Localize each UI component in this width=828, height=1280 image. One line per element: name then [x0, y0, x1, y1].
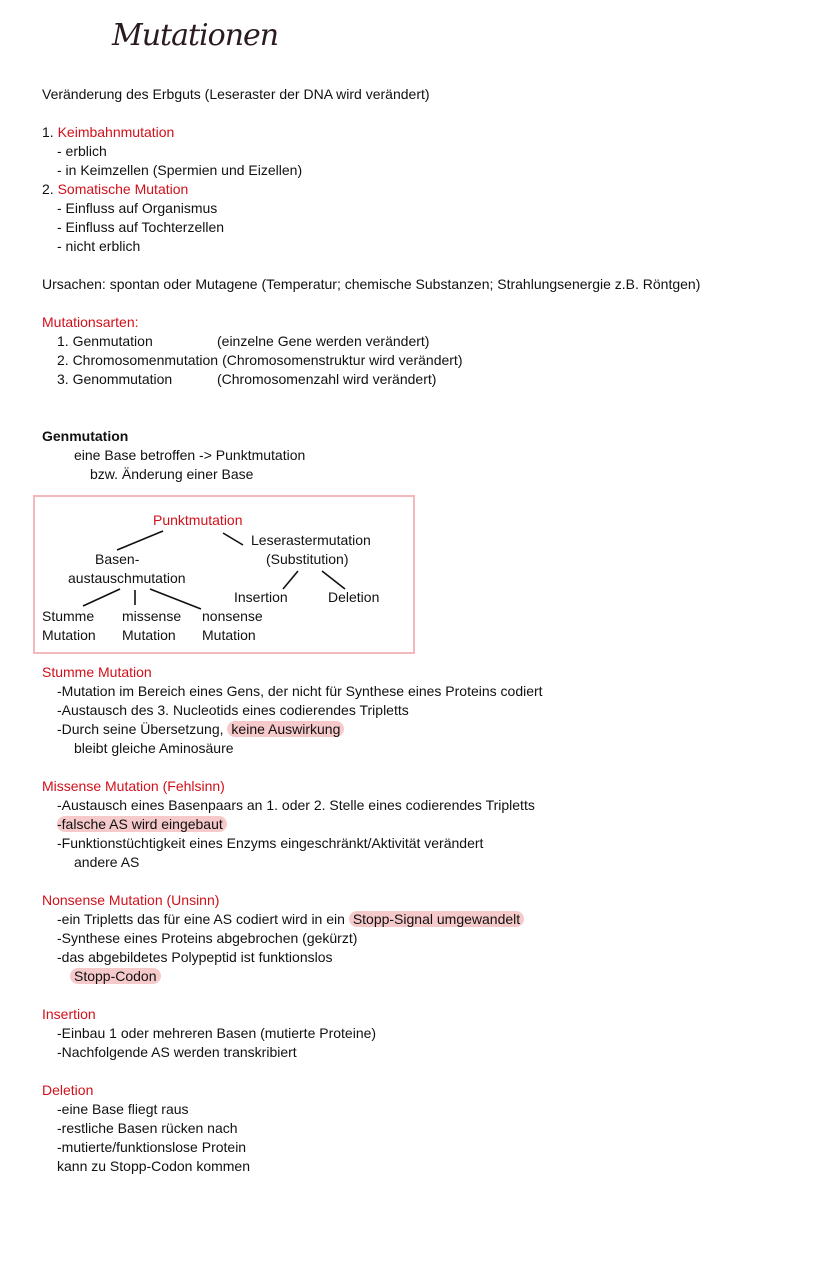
kind-item — [42, 351, 802, 370]
diagram-node: Deletion — [328, 589, 380, 605]
section-line: -Mutation im Bereich eines Gens, der nicht für Synthese eines Proteins codiert — [57, 683, 543, 699]
diagram-node: austauschmutation — [68, 570, 186, 586]
section-line — [42, 815, 802, 834]
line-text: -ein Tripletts das für eine AS codiert wird in ein — [57, 911, 349, 927]
section-line: -Funktionstüchtigkeit eines Enzyms eingeschränkt/Aktivität verändert — [57, 835, 484, 851]
bullet: - nicht erblich — [57, 238, 141, 254]
intro-text: Veränderung des Erbguts (Leseraster der DNA wird verändert) — [42, 86, 430, 102]
diagram-node: Basen- — [95, 551, 140, 567]
genmutation-line: bzw. Änderung einer Base — [90, 466, 254, 482]
causes-text: Ursachen: spontan oder Mutagene (Temperatur; chemische Substanzen; Strahlungsenergie z.B. Röntgen) — [42, 276, 701, 292]
kind-desc: (Chromosomenzahl wird verändert) — [217, 371, 437, 387]
page-title: Mutationen — [112, 18, 279, 53]
section-heading: Missense Mutation (Fehlsinn) — [42, 778, 225, 794]
section-line: -eine Base fliegt raus — [57, 1101, 189, 1117]
highlight: keine Auswirkung — [227, 721, 344, 737]
section-line: -Austausch eines Basenpaars an 1. oder 2. Stelle eines codierendes Tripletts — [57, 797, 535, 813]
section-line: -das abgebildetes Polypeptid ist funktionslos — [57, 949, 333, 965]
section-line: kann zu Stopp-Codon kommen — [57, 1158, 250, 1174]
diagram-node: Leserastermutation — [251, 532, 371, 548]
diagram-node: (Substitution) — [266, 551, 349, 567]
diagram-node: Stumme — [42, 608, 95, 624]
diagram-root: Punktmutation — [153, 512, 243, 528]
connector-line — [150, 589, 201, 609]
section-line: -mutierte/funktionslose Protein — [57, 1139, 247, 1155]
connector-line — [283, 571, 298, 589]
kinds-heading: Mutationsarten: — [42, 314, 139, 330]
diagram-node: Insertion — [234, 589, 288, 605]
connector-line — [117, 531, 163, 550]
section-heading: Insertion — [42, 1006, 96, 1022]
section-line: -Einbau 1 oder mehreren Basen (mutierte Proteine) — [57, 1025, 377, 1041]
bullet: - Einfluss auf Tochterzellen — [57, 219, 225, 235]
bullet: - in Keimzellen (Spermien und Eizellen) — [57, 162, 303, 178]
kind-desc: (Chromosomenstruktur wird verändert) — [222, 352, 463, 368]
section-line: -restliche Basen rücken nach — [57, 1120, 238, 1136]
section-line: bleibt gleiche Aminosäure — [74, 740, 234, 756]
kind-name: 1. Genmutation — [57, 333, 153, 349]
notes-body — [42, 85, 802, 1176]
kind-desc: (einzelne Gene werden verändert) — [217, 333, 430, 349]
genmutation-line: eine Base betroffen -> Punktmutation — [74, 447, 306, 463]
connector-line — [322, 571, 345, 589]
bullet: - Einfluss auf Organismus — [57, 200, 218, 216]
connector-line — [83, 589, 120, 606]
type-2 — [42, 180, 802, 199]
highlight: Stopp-Signal umgewandelt — [349, 911, 524, 927]
type-name: Keimbahnmutation — [57, 124, 175, 140]
type-number: 1. — [42, 124, 58, 140]
diagram-node: Mutation — [42, 627, 96, 643]
punktmutation-diagram — [33, 495, 415, 654]
section-line: -Synthese eines Proteins abgebrochen (gekürzt) — [57, 930, 358, 946]
section-heading: Deletion — [42, 1082, 94, 1098]
highlight: -falsche AS wird eingebaut — [57, 816, 227, 832]
section-heading: Stumme Mutation — [42, 664, 152, 680]
section-line — [42, 967, 802, 986]
kind-item — [42, 332, 802, 351]
kind-name: 3. Genommutation — [57, 371, 173, 387]
highlight: Stopp-Codon — [70, 968, 161, 984]
diagram-node: Mutation — [122, 627, 176, 643]
genmutation-heading: Genmutation — [42, 428, 129, 444]
diagram-node: missense — [122, 608, 182, 624]
connector-line — [223, 533, 243, 545]
section-line — [42, 720, 802, 739]
type-name: Somatische Mutation — [57, 181, 189, 197]
bullet: - erblich — [57, 143, 107, 159]
section-line: -Austausch des 3. Nucleotids eines codierendes Tripletts — [57, 702, 409, 718]
section-line — [42, 910, 802, 929]
section-line: andere AS — [74, 854, 140, 870]
type-1 — [42, 123, 802, 142]
section-line: -Nachfolgende AS werden transkribiert — [57, 1044, 297, 1060]
diagram-node: nonsense — [202, 608, 263, 624]
type-number: 2. — [42, 181, 58, 197]
kind-item — [42, 370, 802, 389]
line-text: -Durch seine Übersetzung, — [57, 721, 228, 737]
section-heading: Nonsense Mutation (Unsinn) — [42, 892, 220, 908]
diagram-node: Mutation — [202, 627, 256, 643]
kind-name: 2. Chromosomenmutation — [57, 352, 219, 368]
